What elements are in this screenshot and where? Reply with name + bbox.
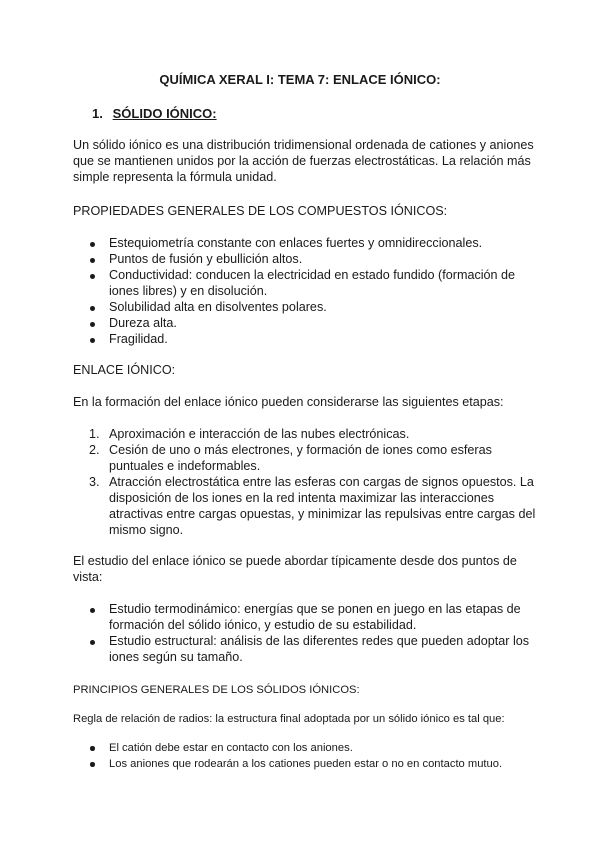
list-item: 3. Atracción electrostática entre las esferas con cargas de signos opuestos. La disposición de los iones en la red intenta maximizar las interacciones atractivas entre cargas opuestas, y minimizar las repulsivas entre cargas del mismo signo. [89, 475, 536, 537]
list-item: Puntos de fusión y ebullición altos. [73, 251, 543, 267]
bullet-icon [90, 258, 95, 263]
list-item: 1. Aproximación e interacción de las nubes electrónicas. [89, 427, 410, 441]
properties-heading: PROPIEDADES GENERALES DE LOS COMPUESTOS IÓNICOS: [73, 204, 448, 218]
properties-list [73, 235, 543, 347]
list-item: Estudio termodinámico: energías que se ponen en juego en las etapas de formación del sólido iónico, y estudio de su estabilidad. [73, 601, 543, 633]
study-intro [73, 553, 533, 585]
list-item: Estequiometría constante con enlaces fuertes y omnidireccionales. [73, 235, 543, 251]
page-title: QUÍMICA XERAL I: TEMA 7: ENLACE IÓNICO: [159, 72, 441, 87]
study-points-list [73, 601, 543, 665]
list-item: Estudio estructural: análisis de las diferentes redes que pueden adoptar los iones según su tamaño. [73, 633, 543, 665]
list-item: 2. Cesión de uno o más electrones, y formación de iones como esferas puntuales e indeformables. [89, 443, 492, 473]
radius-points-list [73, 740, 543, 772]
list-item: Fragilidad. [73, 331, 543, 347]
intro-paragraph [73, 137, 533, 185]
section-heading [92, 106, 217, 122]
bond-intro: En la formación del enlace iónico pueden considerarse las siguientes etapas: [73, 395, 504, 409]
stages-list [73, 426, 543, 538]
list-item: El catión debe estar en contacto con los aniones. [73, 740, 543, 756]
list-item: Conductividad: conducen la electricidad en estado fundido (formación de iones libres) y en disolución. [73, 267, 543, 299]
radius-rule: Regla de relación de radios: la estructura final adoptada por un sólido iónico es tal que: [73, 713, 505, 725]
bullet-icon [90, 306, 95, 311]
paragraph-line: que se mantienen unidos por la acción de fuerzas electrostáticas. La relación más [73, 154, 531, 168]
principles-heading: PRINCIPIOS GENERALES DE LOS SÓLIDOS IÓNICOS: [73, 684, 360, 696]
bullet-icon [90, 274, 95, 279]
list-item: Los aniones que rodearán a los cationes pueden estar o no en contacto mutuo. [73, 756, 543, 772]
bond-heading: ENLACE IÓNICO: [73, 363, 176, 377]
bullet-icon [90, 608, 95, 613]
paragraph-line: El estudio del enlace iónico se puede abordar típicamente desde dos puntos de [73, 554, 517, 568]
bullet-icon [90, 762, 95, 767]
section-title: SÓLIDO IÓNICO: [112, 106, 217, 121]
bullet-icon [90, 640, 95, 645]
bullet-icon [90, 322, 95, 327]
section-number: 1. [92, 106, 103, 121]
paragraph-line: simple representa la fórmula unidad. [73, 170, 277, 184]
paragraph-line: Un sólido iónico es una distribución tridimensional ordenada de cationes y aniones [73, 138, 534, 152]
bullet-icon [90, 242, 95, 247]
paragraph-line: vista: [73, 570, 103, 584]
list-item: Solubilidad alta en disolventes polares. [73, 299, 543, 315]
bullet-icon [90, 746, 95, 751]
bullet-icon [90, 338, 95, 343]
list-item: Dureza alta. [73, 315, 543, 331]
